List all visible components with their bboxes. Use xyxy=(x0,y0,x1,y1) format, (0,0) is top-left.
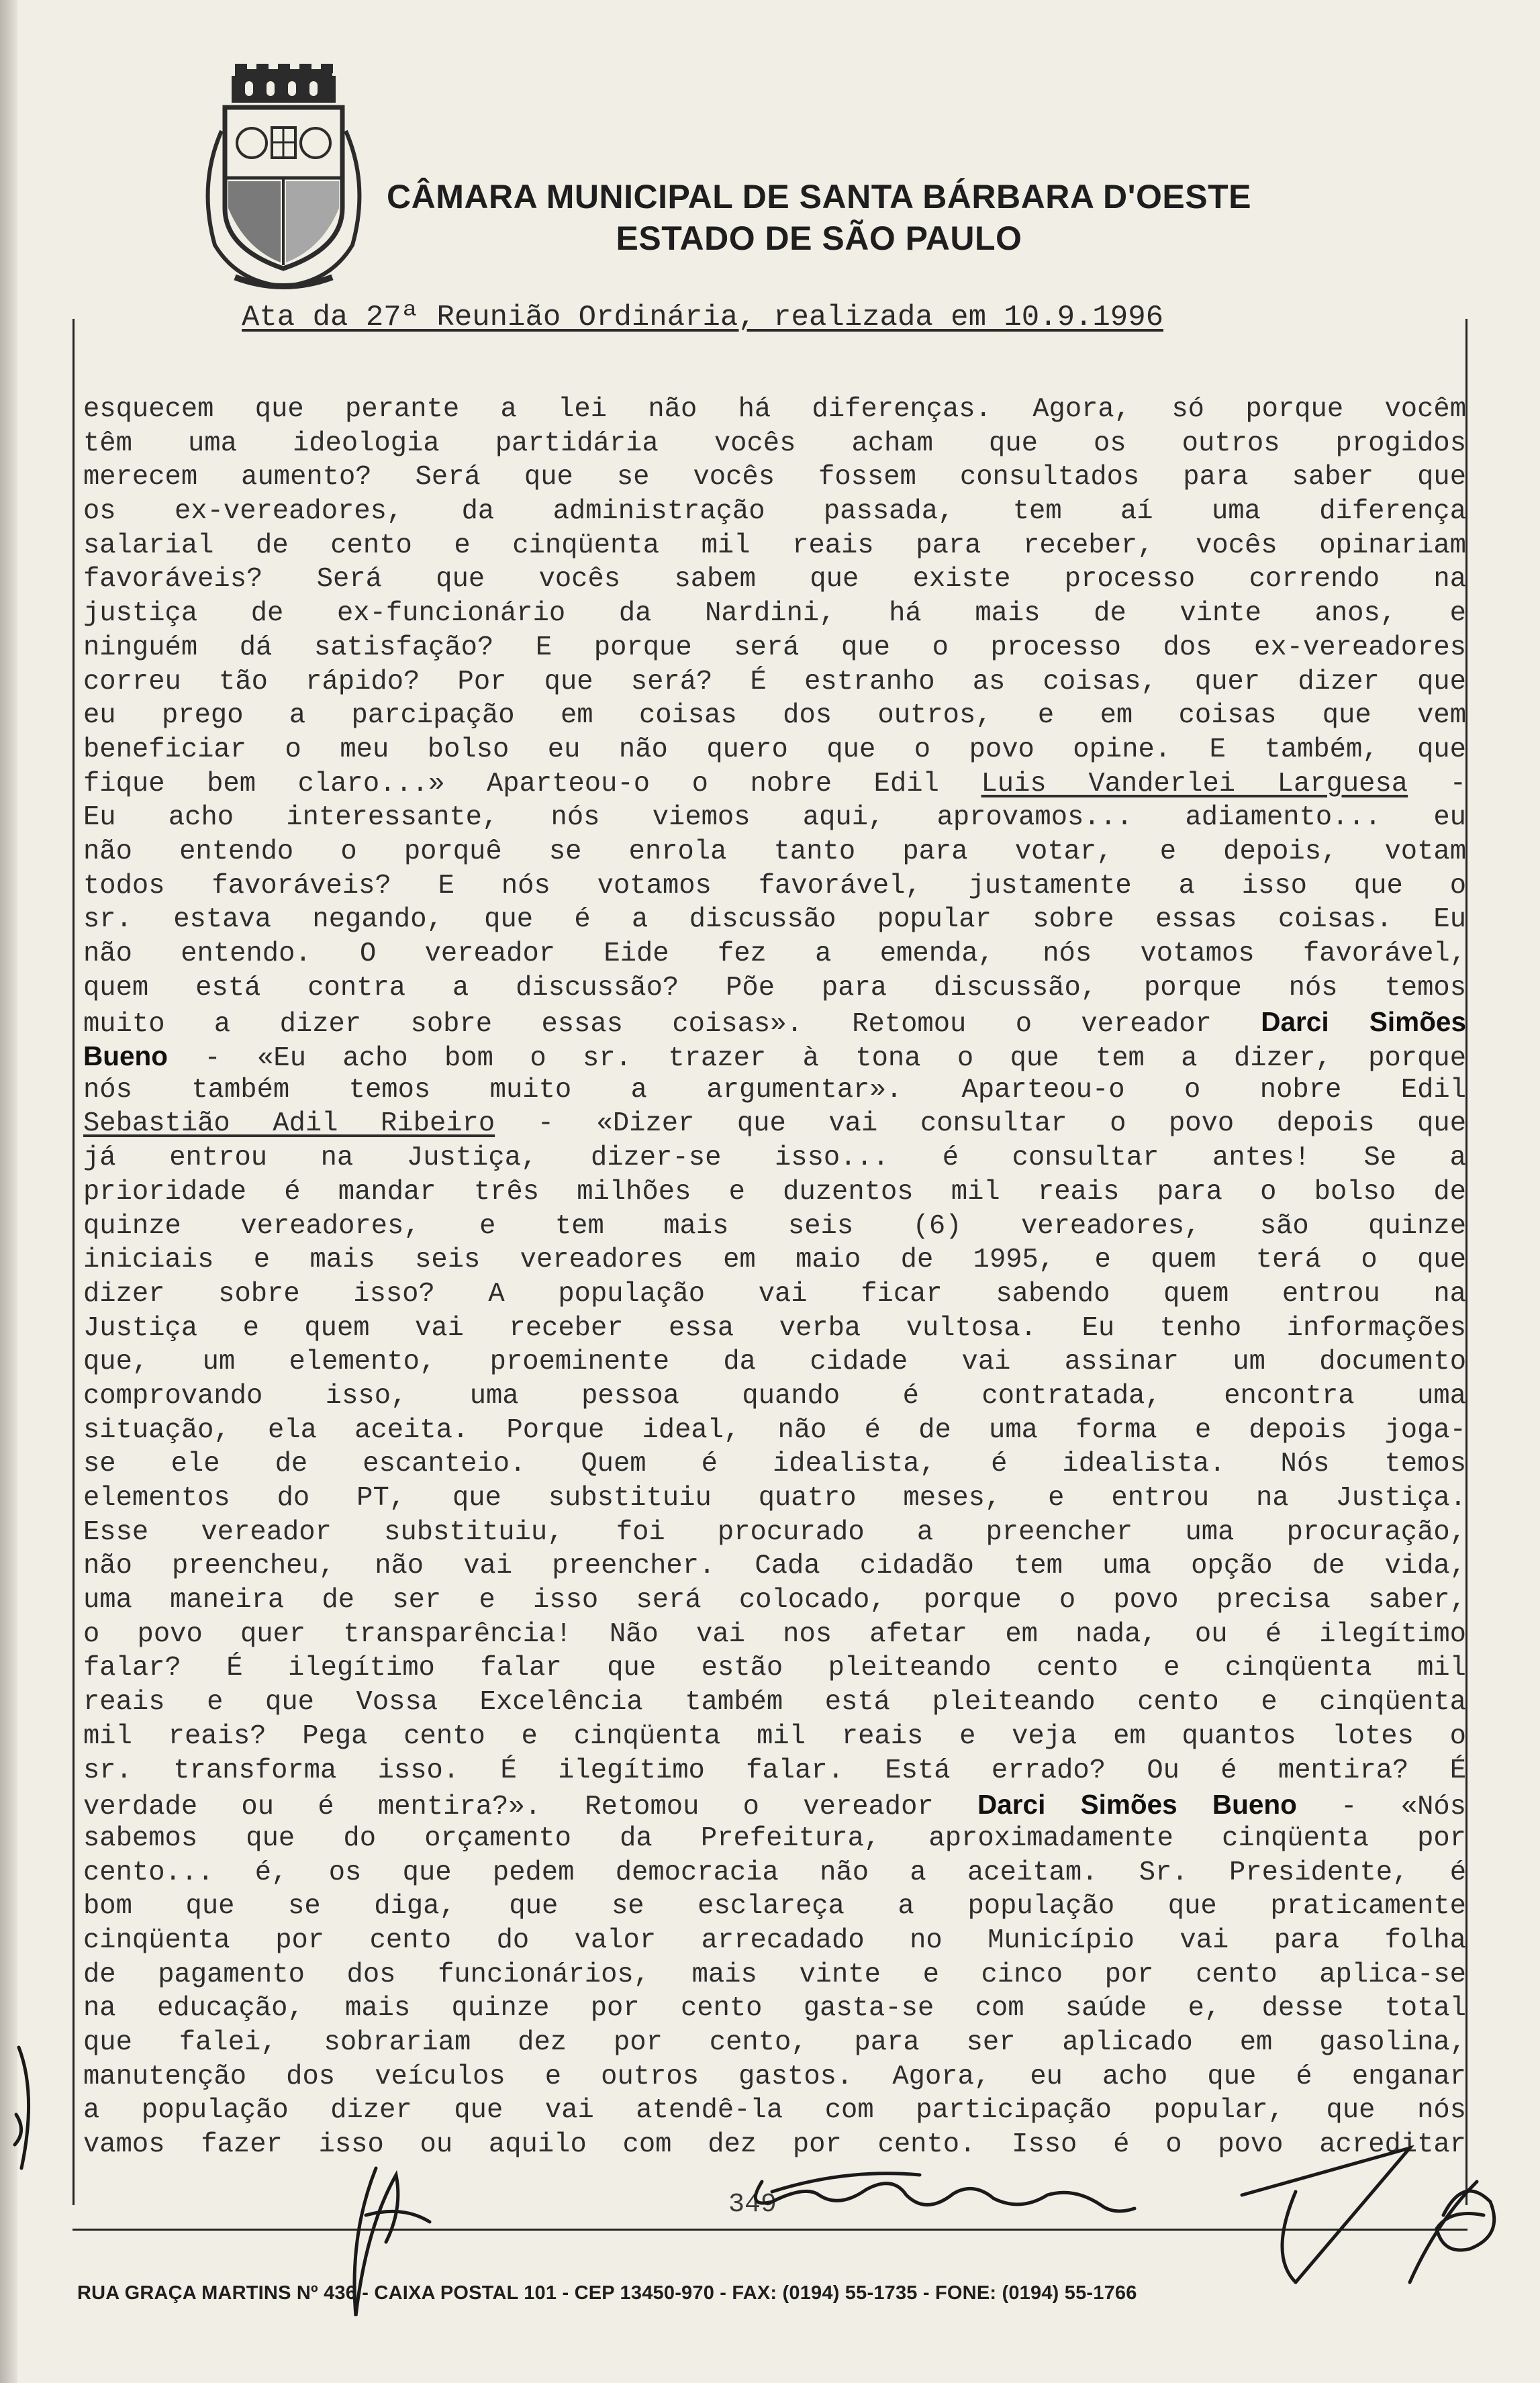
body-line xyxy=(83,835,1466,869)
body-text-segment: salarial de cento e cinqüenta mil reais para receber, vocês opinariam xyxy=(83,530,1466,561)
body-line xyxy=(83,1073,1466,1108)
body-line xyxy=(83,801,1466,835)
body-line xyxy=(83,869,1466,904)
frame-left-border xyxy=(73,319,75,2205)
body-text-segment: que, um elemento, proeminente da cidade vai assinar um documento xyxy=(83,1347,1466,1378)
body-line xyxy=(83,1107,1466,1141)
body-line xyxy=(83,1379,1466,1414)
body-line xyxy=(83,1447,1466,1481)
body-text-segment: esquecem que perante a lei não há diferenças. Agora, só porque vocêm xyxy=(83,394,1466,425)
body-text-segment: que falei, sobrariam dez por cento, para ser aplicado em gasolina, xyxy=(83,2027,1466,2058)
body-text-segment: favoráveis? Será que vocês sabem que existe processo correndo na xyxy=(83,564,1466,595)
body-text-segment: de pagamento dos funcionários, mais vinte e cinco por cento aplica-se xyxy=(83,1959,1466,1990)
page-number: 349 xyxy=(728,2190,777,2220)
body-text-segment: já entrou na Justiça, dizer-se isso... é consultar antes! Se a xyxy=(83,1142,1466,1174)
body-line xyxy=(83,1720,1466,1754)
body-line xyxy=(83,2128,1466,2162)
body-text-segment: não entendo o porquê se enrola tanto para votar, e depois, votam xyxy=(83,836,1466,867)
body-line xyxy=(83,1754,1466,1788)
body-line xyxy=(83,393,1466,427)
body-text-segment: iniciais e mais seis vereadores em maio de 1995, e quem terá o que xyxy=(83,1245,1466,1276)
body-line xyxy=(83,1890,1466,1924)
body-text-segment: a população dizer que vai atendê-la com participação popular, que nós xyxy=(83,2095,1466,2127)
frame-bottom-border xyxy=(73,2229,1467,2231)
body-text-segment: manutenção dos veículos e outros gastos. Agora, eu acho que é enganar xyxy=(83,2061,1466,2092)
speaker-name-underlined: Sebastião Adil Ribeiro xyxy=(83,1108,495,1140)
body-line xyxy=(83,1039,1466,1073)
body-line xyxy=(83,1345,1466,1379)
body-text-segment: sabemos que do orçamento da Prefeitura, aproximadamente cinqüenta por xyxy=(83,1822,1466,1854)
body-line xyxy=(83,2060,1466,2094)
coat-of-arms-icon xyxy=(195,64,373,295)
body-line xyxy=(83,1549,1466,1584)
body-line xyxy=(83,1243,1466,1277)
body-line xyxy=(83,495,1466,529)
speaker-name: Bueno xyxy=(83,1040,168,1072)
body-line xyxy=(83,1651,1466,1686)
body-line xyxy=(83,1141,1466,1175)
body-text-segment: - «Eu acho bom o sr. trazer à tona o que tem a dizer, porque xyxy=(168,1043,1466,1075)
body-text-segment: - «Dizer que vai consultar o povo depois que xyxy=(495,1108,1466,1140)
body-text-segment: quem está contra a discussão? Põe para discussão, porque nós temos xyxy=(83,972,1466,1004)
body-line xyxy=(83,903,1466,937)
body-text-segment: Eu acho interessante, nós viemos aqui, aprovamos... adiamento... eu xyxy=(83,802,1466,834)
body-text-segment: os ex-vereadores, da administração passada, tem aí uma diferença xyxy=(83,496,1466,528)
body-text-segment: eu prego a parcipação em coisas dos outros, e em coisas que vem xyxy=(83,700,1466,732)
body-text-segment: muito a dizer sobre essas coisas». Retomou o vereador xyxy=(83,1009,1261,1040)
body-text-segment: fique bem claro...» Aparteou-o o nobre Edil xyxy=(83,768,981,799)
body-line xyxy=(83,1788,1466,1822)
body-line xyxy=(83,1210,1466,1244)
body-line xyxy=(83,1822,1466,1856)
body-line xyxy=(83,2094,1466,2128)
body-text-segment: o povo quer transparência! Não vai nos afetar em nada, ou é ilegítimo xyxy=(83,1618,1466,1650)
body-line xyxy=(83,937,1466,971)
body-text-segment: elementos do PT, que substituiu quatro meses, e entrou na Justiça. xyxy=(83,1483,1466,1514)
body-text-segment: cinqüenta por cento do valor arrecadado no Município vai para folha xyxy=(83,1925,1466,1956)
body-line xyxy=(83,597,1466,631)
body-text-segment: têm uma ideologia partidária vocês acham que os outros progidos xyxy=(83,428,1466,459)
body-line xyxy=(83,529,1466,563)
body-line xyxy=(83,1924,1466,1958)
body-text-segment: falar? É ilegítimo falar que estão pleiteando cento e cinqüenta mil xyxy=(83,1653,1466,1684)
body-line xyxy=(83,699,1466,733)
body-line xyxy=(83,427,1466,461)
body-text-segment: correu tão rápido? Por que será? É estranho as coisas, quer dizer que xyxy=(83,666,1466,697)
body-line xyxy=(83,1992,1466,2026)
body-line xyxy=(83,1516,1466,1550)
speaker-name: Darci Simões xyxy=(1261,1006,1466,1038)
body-line xyxy=(83,2026,1466,2060)
body-text-segment: vamos fazer isso ou aquilo com dez por cento. Isso é o povo acreditar xyxy=(83,2129,1466,2161)
body-text-segment: verdade ou é mentira?». Retomou o vereador xyxy=(83,1792,978,1823)
body-text-segment: sr. estava negando, que é a discussão popular sobre essas coisas. Eu xyxy=(83,904,1466,936)
body-text-segment: quinze vereadores, e tem mais seis (6) vereadores, são quinze xyxy=(83,1210,1466,1242)
minutes-body-text xyxy=(83,393,1466,2162)
body-line xyxy=(83,1312,1466,1346)
body-line xyxy=(83,1584,1466,1618)
address-footer: RUA GRAÇA MARTINS Nº 436 - CAIXA POSTAL 101 - CEP 13450-970 - FAX: (0194) 55-1735 - FONE: (0194) 55-1766 xyxy=(77,2282,1137,2304)
chamber-header xyxy=(376,176,1262,259)
body-text-segment: uma maneira de ser e isso será colocado, porque o povo precisa saber, xyxy=(83,1585,1466,1616)
body-text-segment: prioridade é mandar três milhões e duzentos mil reais para o bolso de xyxy=(83,1176,1466,1208)
body-line xyxy=(83,971,1466,1006)
body-line xyxy=(83,1856,1466,1890)
body-text-segment: comprovando isso, uma pessoa quando é contratada, encontra uma xyxy=(83,1380,1466,1412)
body-line xyxy=(83,1481,1466,1516)
body-text-segment: todos favoráveis? E nós votamos favorável, justamente a isso que o xyxy=(83,870,1466,902)
body-text-segment: merecem aumento? Será que se vocês fossem consultados para saber que xyxy=(83,462,1466,493)
body-text-segment: bom que se diga, que se esclareça a população que praticamente xyxy=(83,1891,1466,1923)
body-line xyxy=(83,1175,1466,1210)
body-text-segment: sr. transforma isso. É ilegítimo falar. Está errado? Ou é mentira? É xyxy=(83,1755,1466,1786)
body-text-segment: na educação, mais quinze por cento gasta-se com saúde e, desse total xyxy=(83,1993,1466,2025)
body-text-segment: reais e que Vossa Excelência também está pleiteando cento e cinqüenta xyxy=(83,1687,1466,1718)
speaker-name: Darci Simões Bueno xyxy=(977,1789,1297,1820)
body-line xyxy=(83,733,1466,767)
body-text-segment: situação, ela aceita. Porque ideal, não é de uma forma e depois joga- xyxy=(83,1414,1466,1446)
body-text-segment: - «Nós xyxy=(1296,1792,1466,1823)
body-text-segment: Esse vereador substituiu, foi procurado a preencher uma procuração, xyxy=(83,1516,1466,1548)
body-text-segment: - xyxy=(1408,768,1467,799)
body-text-segment: não entendo. O vereador Eide fez a emenda, nós votamos favorável, xyxy=(83,938,1466,969)
body-line xyxy=(83,665,1466,699)
body-text-segment: Justiça e quem vai receber essa verba vultosa. Eu tenho informações xyxy=(83,1312,1466,1344)
body-line xyxy=(83,767,1466,801)
body-text-segment: justiça de ex-funcionário da Nardini, há mais de vinte anos, e xyxy=(83,598,1466,630)
body-text-segment: beneficiar o meu bolso eu não quero que o povo opine. E também, que xyxy=(83,734,1466,765)
chamber-name: CÂMARA MUNICIPAL DE SANTA BÁRBARA D'OESTE xyxy=(387,178,1251,215)
body-text-segment: não preencheu, não vai preencher. Cada cidadão tem uma opção de vida, xyxy=(83,1551,1466,1582)
body-line xyxy=(83,1686,1466,1720)
body-text-segment: cento... é, os que pedem democracia não a aceitam. Sr. Presidente, é xyxy=(83,1857,1466,1888)
body-text-segment: ninguém dá satisfação? E porque será que o processo dos ex-vereadores xyxy=(83,632,1466,663)
body-text-segment: mil reais? Pega cento e cinqüenta mil reais e veja em quantos lotes o xyxy=(83,1720,1466,1752)
body-line xyxy=(83,563,1466,597)
minutes-title: Ata da 27ª Reunião Ordinária, realizada em 10.9.1996 xyxy=(242,301,1164,334)
body-line xyxy=(83,460,1466,495)
body-text-segment: nós também temos muito a argumentar». Aparteou-o o nobre Edil xyxy=(83,1074,1466,1106)
body-line xyxy=(83,631,1466,665)
body-text-segment: se ele de escanteio. Quem é idealista, é idealista. Nós temos xyxy=(83,1449,1466,1480)
body-line xyxy=(83,1414,1466,1448)
state-name: ESTADO DE SÃO PAULO xyxy=(616,220,1022,257)
speaker-name-underlined: Luis Vanderlei Larguesa xyxy=(981,768,1408,799)
body-line xyxy=(83,1277,1466,1312)
body-line xyxy=(83,1005,1466,1039)
body-text-segment: dizer sobre isso? A população vai ficar sabendo quem entrou na xyxy=(83,1278,1466,1310)
body-line xyxy=(83,1958,1466,1992)
body-line xyxy=(83,1618,1466,1652)
page-edge xyxy=(0,0,17,2383)
